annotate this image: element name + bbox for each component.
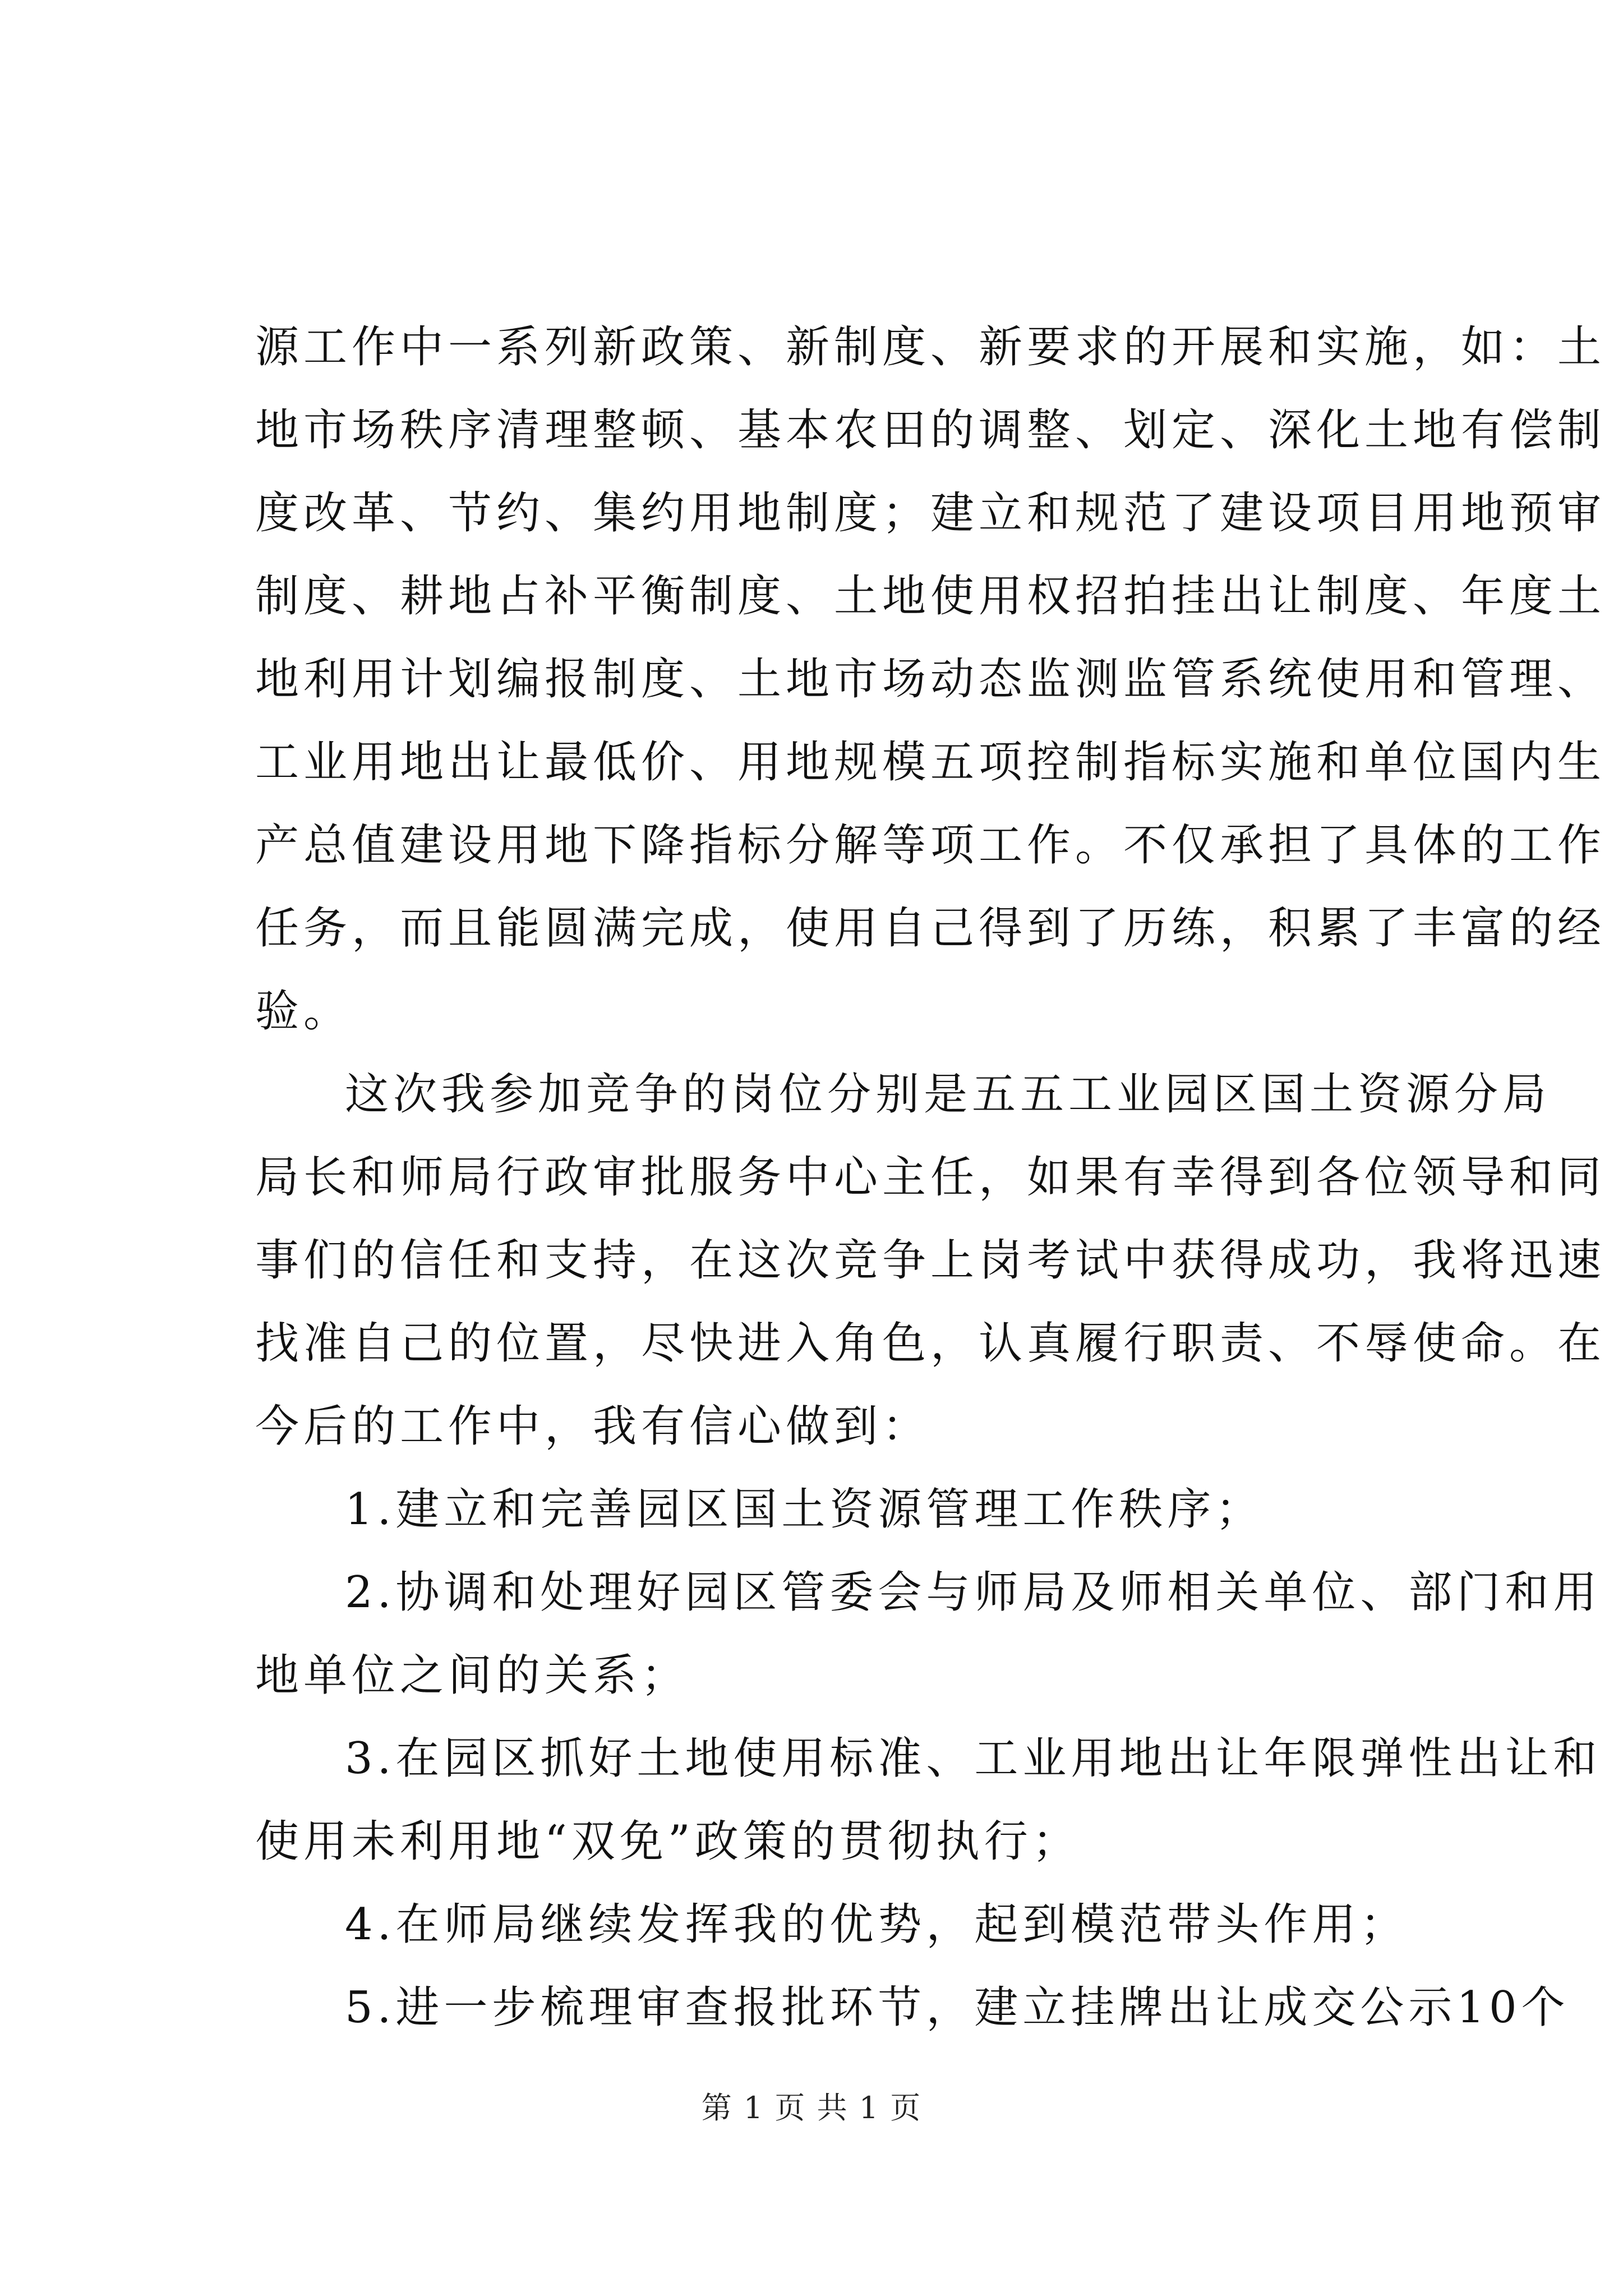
text-line: 找准自己的位置，尽快进入角色，认真履行职责、不辱使命。在 bbox=[255, 1318, 1606, 1369]
list-item-1: 1.建立和完善园区国土资源管理工作秩序； bbox=[345, 1484, 1264, 1535]
text-line: 地利用计划编报制度、土地市场动态监测监管系统使用和管理、 bbox=[255, 654, 1606, 705]
list-item-5: 5.进一步梳理审查报批环节，建立挂牌出让成交公示10个 bbox=[345, 1982, 1570, 2033]
text-line: 工业用地出让最低价、用地规模五项控制指标实施和单位国内生 bbox=[255, 737, 1606, 788]
list-item-2: 2.协调和处理好园区管委会与师局及师相关单位、部门和用 bbox=[345, 1567, 1602, 1618]
list-item-3: 3.在园区抓好土地使用标准、工业用地出让年限弹性出让和 bbox=[345, 1733, 1602, 1784]
paragraph-start-line: 这次我参加竞争的岗位分别是五五工业园区国土资源分局 bbox=[345, 1069, 1551, 1120]
list-item-3-continuation: 使用未利用地“双免”政策的贯彻执行； bbox=[255, 1816, 1081, 1867]
text-line: 局长和师局行政审批服务中心主任，如果有幸得到各位领导和同 bbox=[255, 1152, 1606, 1203]
list-item-4: 4.在师局继续发挥我的优势，起到模范带头作用； bbox=[345, 1899, 1409, 1950]
text-line: 度改革、节约、集约用地制度；建立和规范了建设项目用地预审 bbox=[255, 488, 1606, 539]
page-number-footer: 第 1 页 共 1 页 bbox=[701, 2090, 922, 2125]
text-line: 事们的信任和支持，在这次竞争上岗考试中获得成功，我将迅速 bbox=[255, 1235, 1606, 1286]
list-item-2-continuation: 地单位之间的关系； bbox=[255, 1650, 690, 1701]
text-line: 验。 bbox=[255, 986, 352, 1037]
document-body bbox=[255, 306, 1606, 2049]
text-line: 任务，而且能圆满完成，使用自己得到了历练，积累了丰富的经 bbox=[255, 903, 1606, 954]
text-line: 产总值建设用地下降指标分解等项工作。不仅承担了具体的工作 bbox=[255, 820, 1606, 871]
text-line: 制度、耕地占补平衡制度、土地使用权招拍挂出让制度、年度土 bbox=[255, 571, 1606, 622]
text-line: 地市场秩序清理整顿、基本农田的调整、划定、深化土地有偿制 bbox=[255, 405, 1606, 455]
text-line: 今后的工作中，我有信心做到： bbox=[255, 1401, 931, 1452]
text-line: 源工作中一系列新政策、新制度、新要求的开展和实施，如：土 bbox=[255, 322, 1606, 372]
